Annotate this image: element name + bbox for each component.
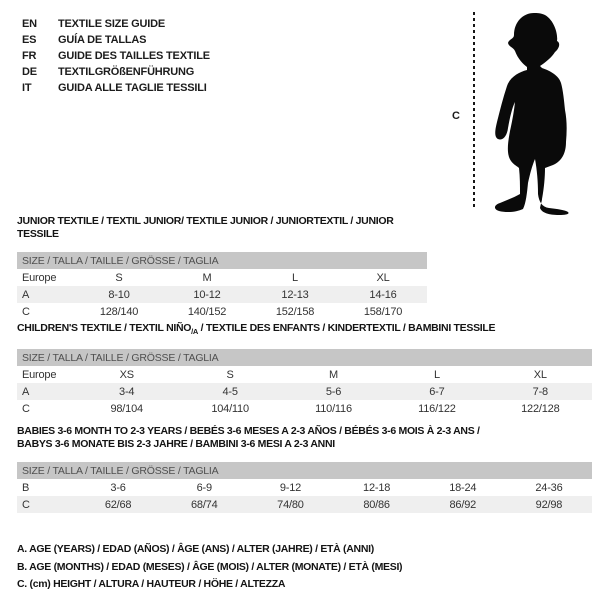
size-cell: 18-24 [449,481,477,494]
size-cell: 86/92 [449,498,477,511]
title-line-1: BABIES 3-6 MONTH TO 2-3 YEARS / BEBÉS 3-6 MESES A 2-3 AÑOS / BÉBÉS 3-6 MOIS À 2-3 ANS / [17,425,480,437]
size-cell: 5-6 [325,385,342,398]
table-row-height [17,303,427,320]
size-cell: XL [533,368,547,381]
size-cell: 12-13 [281,288,309,301]
size-cell: 68/74 [190,498,218,511]
section-title [17,425,592,451]
language-row-fr [22,48,210,64]
language-row-es [22,32,210,48]
size-cell: 140/152 [187,305,227,318]
size-cell: 158/170 [363,305,403,318]
babies-size-table [17,462,592,513]
size-cell: 8-10 [108,288,130,301]
title-text: / TEXTILE DES ENFANTS / KINDERTEXTIL / BAMBINI TESSILE [198,322,496,334]
note-age-months: B. AGE (MONTHS) / EDAD (MESES) / ÂGE (MOIS) / ALTER (MONATE) / ETÀ (MESI) [17,560,403,573]
title-subscript: /A [191,327,199,337]
language-title: TEXTILGRÖßENFÜHRUNG [58,66,195,78]
table-row-height [17,400,592,417]
table-row-europe [17,269,427,286]
size-cell: 104/110 [211,402,249,415]
size-cell: 9-12 [279,481,302,494]
language-row-it [22,80,210,96]
size-cell: 7-8 [532,385,548,398]
babies-size-section [17,425,592,513]
size-cell: 24-36 [535,481,563,494]
size-cell: 98/104 [110,402,143,415]
row-label: Europe [22,271,57,284]
size-cell: L [433,368,440,381]
language-code: DE [22,66,37,78]
size-cell: 152/158 [275,305,315,318]
size-cell: M [202,271,212,284]
height-measure-dotted-line [473,12,475,210]
size-cell: 92/98 [535,498,563,511]
size-cell: XS [119,368,134,381]
language-row-de [22,64,210,80]
size-cell: 80/86 [363,498,390,511]
size-cell: 3-4 [119,385,135,398]
row-label: C [22,498,30,511]
language-title: GUIDE DES TAILLES TEXTILE [58,50,210,62]
children-size-table [17,349,592,417]
language-code: EN [22,18,37,30]
baby-silhouette-icon [482,10,582,215]
size-cell: 122/128 [521,402,560,415]
row-label: C [22,305,30,318]
row-label: B [22,481,30,494]
title-line-2: BABYS 3-6 MONATE BIS 2-3 JAHRE / BAMBINI 3-6 MESI A 2-3 ANNI [17,438,335,450]
height-measure-label: C [452,110,460,122]
size-cell: 12-18 [363,481,391,494]
size-cell: S [115,271,123,284]
junior-size-table [17,252,427,320]
legend-notes [17,541,402,594]
size-cell: 6-7 [429,385,445,398]
size-header-bar: SIZE / TALLA / TAILLE / GRÖSSE / TAGLIA [17,462,592,479]
note-age-years: A. AGE (YEARS) / EDAD (AÑOS) / ÂGE (ANS) / ALTER (JAHRE) / ETÀ (ANNI) [17,543,374,555]
size-cell: S [226,368,234,381]
size-cell: 110/116 [315,402,352,415]
language-code: FR [22,50,37,62]
note-height-cm: C. (cm) HEIGHT / ALTURA / HAUTEUR / HÖHE / ALTEZZA [17,578,286,590]
junior-size-section [17,215,427,320]
size-cell: 4-5 [222,385,238,398]
row-label: A [22,385,30,398]
baby-figure [440,8,590,214]
size-cell: 128/140 [99,305,139,318]
language-code: ES [22,34,37,46]
table-row-age [17,383,592,400]
size-cell: M [329,368,338,381]
table-row-months [17,479,592,496]
language-code: IT [22,82,32,94]
table-row-height [17,496,592,513]
size-cell: L [292,271,298,284]
language-row-en [22,16,210,32]
row-label: C [22,402,30,415]
table-row-age [17,286,427,303]
section-title: JUNIOR TEXTILE / TEXTIL JUNIOR/ TEXTILE JUNIOR / JUNIORTEXTIL / JUNIOR TESSILE [17,215,394,240]
language-title-list [22,16,210,96]
row-label: A [22,288,30,301]
language-title: TEXTILE SIZE GUIDE [58,18,166,30]
size-cell: 3-6 [110,481,126,494]
children-size-section [17,322,592,417]
size-cell: XL [376,271,390,284]
size-cell: 6-9 [196,481,212,494]
table-row-europe [17,366,592,383]
row-label: Europe [22,368,57,381]
size-header-bar: SIZE / TALLA / TAILLE / GRÖSSE / TAGLIA [17,349,592,366]
size-cell: 62/68 [104,498,132,511]
language-title: GUIDA ALLE TAGLIE TESSILI [58,82,207,94]
size-cell: 14-16 [369,288,397,301]
title-text: CHILDREN'S TEXTILE / TEXTIL NIÑO [17,322,192,334]
section-title [17,322,592,338]
size-cell: 116/122 [418,402,456,415]
language-title: GUÍA DE TALLAS [58,34,147,46]
size-cell: 74/80 [277,498,304,511]
size-header-bar: SIZE / TALLA / TAILLE / GRÖSSE / TAGLIA [17,252,427,269]
size-cell: 10-12 [193,288,221,301]
